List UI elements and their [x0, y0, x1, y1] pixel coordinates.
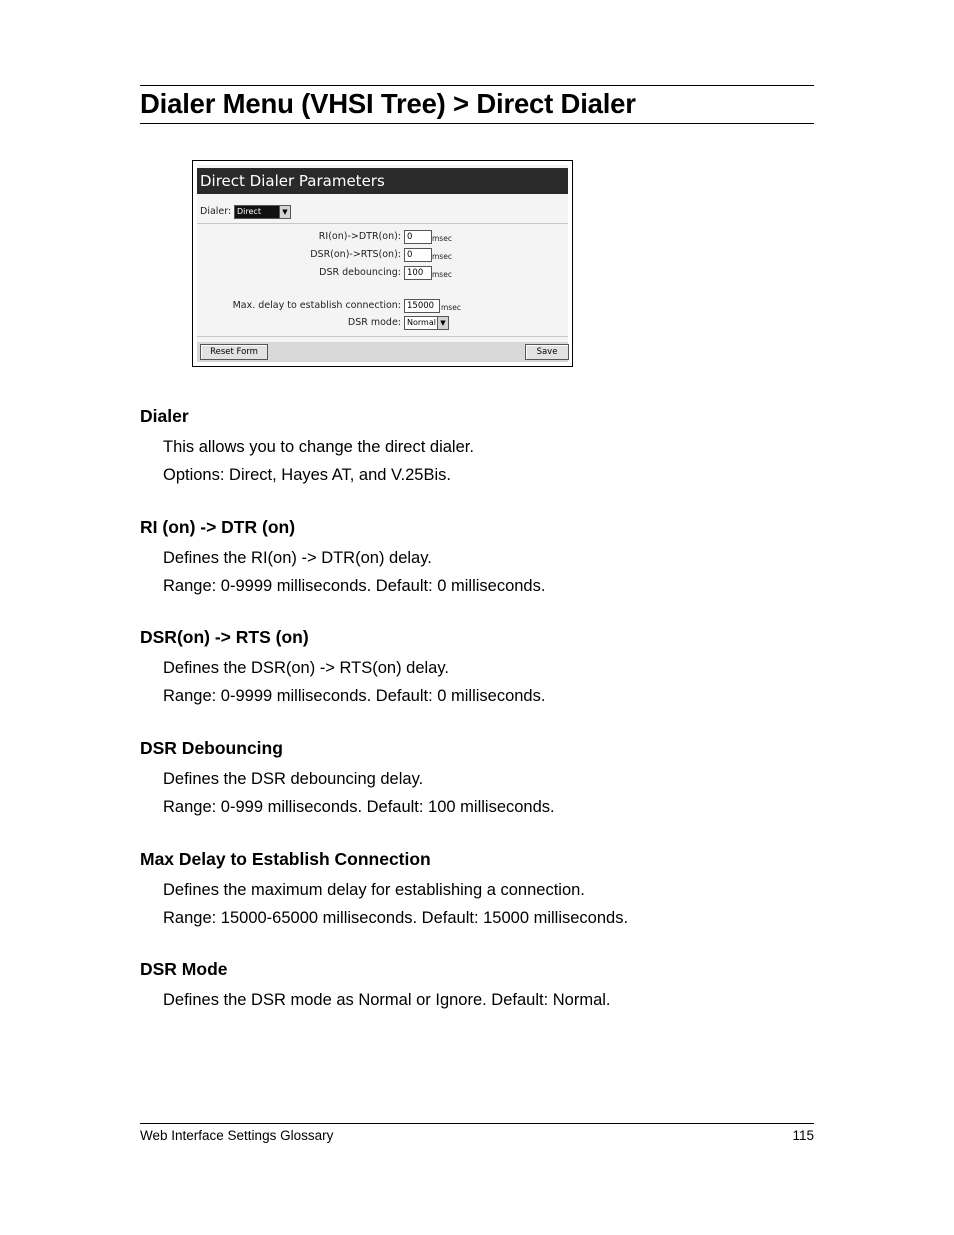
- max-delay-label: Max. delay to establish connection:: [232, 300, 401, 311]
- dsr-rts-input[interactable]: 0: [404, 248, 432, 262]
- form-header: [197, 168, 568, 194]
- section-heading-dialer: Dialer: [140, 406, 189, 426]
- section-text: Defines the maximum delay for establishing a connection.: [163, 881, 585, 899]
- dsr-mode-label: DSR mode:: [347, 317, 401, 328]
- ri-dtr-unit: msec: [432, 234, 452, 243]
- dsr-debouncing-label: DSR debouncing:: [319, 267, 401, 278]
- footer-title: Web Interface Settings Glossary: [140, 1128, 334, 1143]
- max-delay-input[interactable]: 15000: [404, 299, 440, 313]
- section-text: Defines the DSR(on) -> RTS(on) delay.: [163, 659, 449, 677]
- section-heading-max-delay: Max Delay to Establish Connection: [140, 849, 431, 869]
- ri-dtr-label: RI(on)->DTR(on):: [318, 231, 401, 242]
- max-delay-unit: msec: [441, 303, 461, 312]
- dsr-mode-select[interactable]: [404, 316, 449, 330]
- section-text: This allows you to change the direct dialer.: [163, 438, 474, 456]
- section-heading-ri-dtr: RI (on) -> DTR (on): [140, 517, 296, 537]
- section-heading-dsr-debouncing: DSR Debouncing: [140, 738, 283, 758]
- title-bottom-rule: [140, 123, 814, 124]
- save-button[interactable]: Save: [525, 344, 569, 360]
- ri-dtr-input[interactable]: 0: [404, 230, 432, 244]
- section-text: Defines the DSR debouncing delay.: [163, 770, 424, 788]
- form-divider: [197, 336, 568, 337]
- page-title: Dialer Menu (VHSI Tree) > Direct Dialer: [140, 88, 636, 119]
- page-number: 115: [792, 1128, 814, 1143]
- section-text: Range: 0-999 milliseconds. Default: 100 milliseconds.: [163, 798, 555, 816]
- reset-form-button[interactable]: Reset Form: [200, 344, 268, 360]
- dsr-debouncing-input[interactable]: 100: [404, 266, 432, 280]
- form-button-bar: [197, 342, 568, 362]
- section-text: Defines the DSR mode as Normal or Ignore. Default: Normal.: [163, 991, 611, 1009]
- section-text: Range: 0-9999 milliseconds. Default: 0 milliseconds.: [163, 577, 546, 595]
- dialer-field-label: Dialer:: [200, 206, 232, 217]
- section-heading-dsr-mode: DSR Mode: [140, 959, 228, 979]
- section-text: Defines the RI(on) -> DTR(on) delay.: [163, 549, 432, 567]
- section-text: Range: 0-9999 milliseconds. Default: 0 milliseconds.: [163, 687, 546, 705]
- chevron-down-icon: ▼: [437, 317, 448, 329]
- chevron-down-icon: ▼: [279, 206, 290, 218]
- dsr-debouncing-unit: msec: [432, 270, 452, 279]
- dsr-rts-label: DSR(on)->RTS(on):: [310, 249, 401, 260]
- footer-rule: [140, 1123, 814, 1124]
- dialer-select-value: Direct: [237, 207, 261, 216]
- section-text: Options: Direct, Hayes AT, and V.25Bis.: [163, 466, 451, 484]
- form-divider: [197, 223, 568, 224]
- dsr-mode-select-value: Normal: [407, 318, 436, 327]
- direct-dialer-form: [197, 165, 568, 362]
- direct-dialer-screenshot: [192, 160, 573, 367]
- dsr-rts-unit: msec: [432, 252, 452, 261]
- section-heading-dsr-rts: DSR(on) -> RTS (on): [140, 627, 309, 647]
- form-header-label: Direct Dialer Parameters: [200, 172, 385, 190]
- section-text: Range: 15000-65000 milliseconds. Default: 15000 milliseconds.: [163, 909, 629, 927]
- dialer-select[interactable]: [234, 205, 291, 219]
